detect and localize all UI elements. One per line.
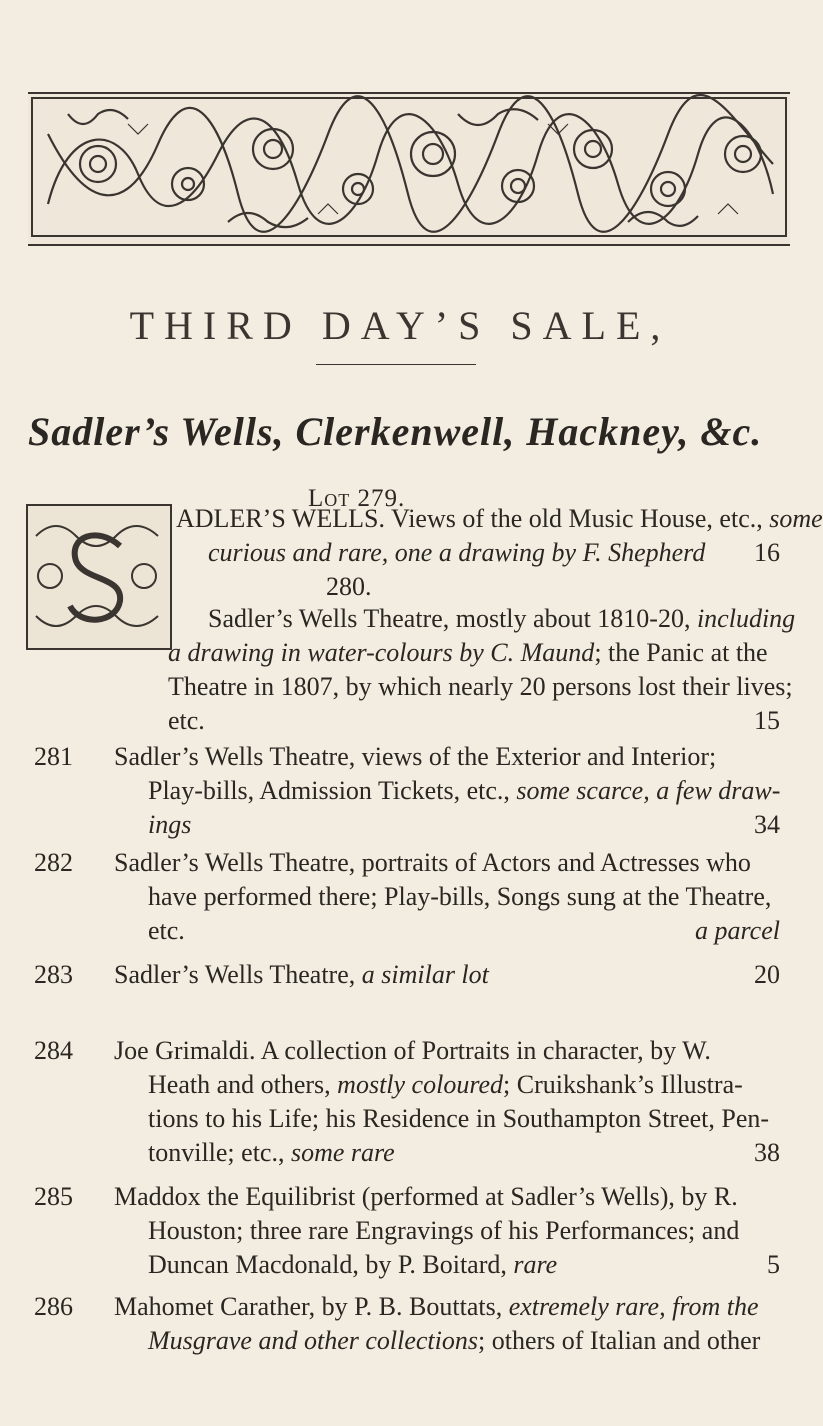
- lot-number: 285: [34, 1182, 73, 1211]
- lot-285: [34, 1180, 780, 1282]
- lot-price: 34: [754, 810, 780, 839]
- lot-line: Theatre in 1807, by which nearly 20 persons lost their lives;: [168, 672, 793, 701]
- lot-282: [34, 846, 780, 948]
- lot-line: tonville; etc., some rare: [148, 1138, 395, 1167]
- lot-line: Sadler’s Wells Theatre, mostly about 1810-20, including: [208, 604, 796, 633]
- lot-price: 16: [754, 538, 780, 567]
- lot-line: a drawing in water-colours by C. Maund; the Panic at the: [168, 638, 768, 667]
- lot-line: have performed there; Play-bills, Songs sung at the Theatre,: [148, 882, 772, 911]
- lot-line: Musgrave and other collections; others of Italian and other: [148, 1326, 761, 1355]
- lot-286: [34, 1290, 780, 1426]
- page-title: THIRD DAY’S SALE,: [129, 303, 671, 348]
- lot-number: 284: [34, 1036, 73, 1065]
- lot-caption: Lot 279.: [308, 485, 406, 512]
- lot-line: curious and rare, one a drawing by F. Shepherd: [208, 538, 706, 567]
- lot-line: Maddox the Equilibrist (performed at Sadler’s Wells), by R.: [114, 1182, 738, 1211]
- lot-line: etc.: [168, 706, 205, 735]
- lot-279: [176, 502, 823, 570]
- lot-line: tions to his Life; his Residence in Southampton Street, Pen-: [148, 1104, 770, 1133]
- lot-line: etc.: [148, 916, 185, 945]
- lot-line: Sadler’s Wells Theatre, a similar lot: [114, 960, 489, 989]
- lot-line: Mahomet Carather, by P. B. Bouttats, extremely rare, from the: [114, 1292, 759, 1321]
- lot-line: Houston; three rare Engravings of his Performances; and: [148, 1216, 740, 1245]
- lot-line: Duncan Macdonald, by P. Boitard, rare: [148, 1250, 558, 1279]
- lot-line: Joe Grimaldi. A collection of Portraits in character, by W.: [114, 1036, 711, 1065]
- lot-line: ings: [148, 810, 192, 839]
- lot-280-text: [168, 602, 796, 738]
- lot-number: 283: [34, 960, 73, 989]
- lot-price: 20: [754, 960, 780, 989]
- decorative-initial: [26, 504, 172, 650]
- lot-number: 282: [34, 848, 73, 877]
- lot-281: [34, 740, 780, 842]
- lot-number: 281: [34, 742, 73, 771]
- lot-283: [34, 958, 780, 992]
- title-rule: [316, 364, 476, 365]
- lot-line: Sadler’s Wells Theatre, views of the Exterior and Interior;: [114, 742, 717, 771]
- lot-line: Sadler’s Wells Theatre, portraits of Actors and Actresses who: [114, 848, 751, 877]
- ornamental-header-band: [28, 92, 790, 246]
- lot-number: 286: [34, 1292, 73, 1321]
- lot-price: 5: [767, 1250, 780, 1279]
- lot-price: 15: [754, 706, 780, 735]
- lot-line: Heath and others, mostly coloured; Cruikshank’s Illustra-: [148, 1070, 743, 1099]
- decorated-initial-s-icon: [28, 506, 166, 644]
- lot-line: Play-bills, Admission Tickets, etc., some scarce, a few draw-: [148, 776, 781, 805]
- lot-line: ADLER’S WELLS. Views of the old Music House, etc., some: [176, 504, 823, 533]
- lot-284: [34, 1034, 780, 1170]
- lot-price: a parcel: [695, 916, 780, 945]
- lot-price: 38: [754, 1138, 780, 1167]
- lot-number: 280.: [326, 572, 372, 601]
- section-heading: Sadler’s Wells, Clerkenwell, Hackney, &c.: [28, 409, 763, 454]
- scroll-ornament-icon: [28, 94, 790, 240]
